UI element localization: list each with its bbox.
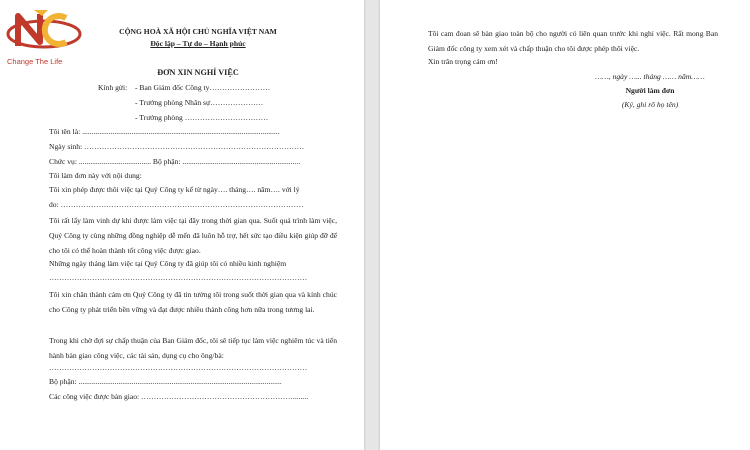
document-page-left	[0, 0, 364, 450]
paragraph-handover: Trong khi chờ đợi sự chấp thuận của Ban Giám đốc, tôi sẽ tiếp tục làm việc nghiêm túc và tiến hành bàn giao công việc, các tài sản, dụng cụ cho ông/bà:	[49, 336, 337, 360]
intro-line: Tôi làm đơn này với nội dung:	[49, 171, 142, 180]
field-position: Chức vụ: ...................................... Bộ phận: ..............................................................	[49, 157, 301, 166]
recipient-line-3: - Trưởng phòng ……………………………	[135, 113, 269, 122]
logo-nc-icon	[4, 6, 86, 58]
national-motto: Độc lập – Tự do – Hạnh phúc	[150, 39, 246, 48]
signer-note: (Ký, ghi rõ họ tên)	[621, 100, 679, 109]
request-line-1: Tôi xin phép được thôi việc tại Quý Công ty kể từ ngày…. tháng…. năm…. với lý	[49, 185, 300, 194]
field-department: Bộ phận: ...........................................................................................................	[49, 377, 282, 386]
field-handed-tasks: Các công việc được bàn giao: ……………………………………………………........	[49, 392, 309, 401]
paragraph-thanks: Tôi xin chân thành cảm ơn Quý Công ty đã tin tưởng tôi trong suốt thời gian qua và kính chúc cho Công ty phát triển bền vững và đạt được nhiều thành công hơn nữa trong tương lai.	[49, 290, 337, 314]
signer-title: Người làm đơn	[625, 86, 675, 95]
field-name: Tôi tên là: ........................................................................................................	[49, 127, 280, 136]
document-page-right	[380, 0, 750, 450]
request-line-2: do: ……………………………………………………………………………………	[49, 200, 304, 209]
national-header: CỘNG HOÀ XÃ HỘI CHỦ NGHĨA VIỆT NAM	[119, 27, 277, 36]
experience-line-1: Những ngày tháng làm việc tại Quý Công ty đã giúp tôi có nhiều kinh nghiệm	[49, 259, 287, 268]
experience-line-2: …………………………………………………………………………………………	[49, 273, 308, 282]
commitment-paragraph: Tôi cam đoan sẽ bàn giao toàn bộ cho người có liên quan trước khi nghỉ việc. Rất mong Ban Giám đốc công ty xem xét và chấp thuận cho tôi được phép thôi việc.	[428, 29, 718, 53]
paragraph-honor: Tôi rất lấy làm vinh dự khi được làm việc tại đây trong thời gian qua. Suốt quá trình làm việc, Quý Công ty cùng những đồng nghiệp dễ mến đã luôn hỗ trợ, hết sức tạo điều kiện giúp đỡ để cho tôi có thể hoàn thành tốt công việc được giao.	[49, 216, 337, 255]
logo-tagline: Change The Life	[7, 57, 63, 66]
field-birth-date: Ngày sinh: ……………………………………………………………………………	[49, 142, 305, 151]
closing-line: Xin trân trọng cảm ơn!	[428, 57, 498, 66]
document-title: ĐƠN XIN NGHỈ VIỆC	[157, 68, 239, 77]
handover-dots: …………………………………………………………………………………………	[49, 363, 308, 372]
company-logo	[4, 6, 86, 66]
recipient-line-2: - Trưởng phòng Nhân sự…………………	[135, 98, 264, 107]
recipient-label: Kính gửi:	[98, 83, 128, 92]
recipient-line-1: - Ban Giám đốc Công ty……………………	[135, 83, 271, 92]
date-line: ……, ngày …... tháng …… năm……	[595, 72, 705, 81]
